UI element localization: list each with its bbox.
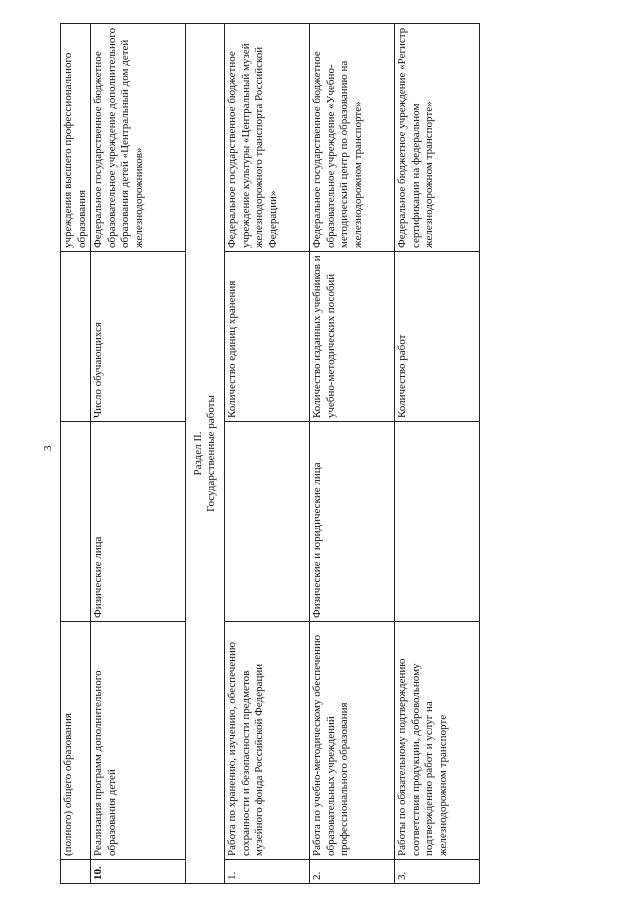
services-table <box>60 23 480 884</box>
cell-name: Работа по хранению, изучению, обеспечению сохранности и безопасности предметов музейного фонда Российской Федерации <box>225 622 310 860</box>
cell-indicator: Количество работ <box>395 252 480 422</box>
cell-consumers: Физические лица <box>91 422 186 622</box>
cell-institution: учреждения высшего профессионального образования <box>61 24 91 252</box>
cell-num: 3. <box>395 860 480 884</box>
page-number: 3 <box>42 445 54 451</box>
cell-indicator <box>61 252 91 422</box>
cell-indicator: Число обучающихся <box>91 252 186 422</box>
cell-name: Реализация программ дополнительного образования детей <box>91 622 186 860</box>
cell-institution: Федеральное государственное бюджетное образовательное учреждение «Учебно-методический центр по образованию на железнодорожном транспорте» <box>310 24 395 252</box>
cell-consumers: Физические и юридические лица <box>310 422 395 622</box>
table-row-work-2 <box>310 24 395 884</box>
cell-name: Работы по обязательному подтверждению соответствия продукции, добровольному подтверждению работ и услуг на железнодорожном транспорте <box>395 622 480 860</box>
table-row-continued <box>61 24 91 884</box>
services-table-sheet <box>60 24 450 884</box>
section-header-cell <box>186 24 225 884</box>
cell-name: (полного) общего образования <box>61 622 91 860</box>
table-row-work-1 <box>225 24 310 884</box>
cell-indicator: Количество единиц хранения <box>225 252 310 422</box>
section-subtitle: Государственные работы <box>205 395 217 512</box>
table-row-work-3 <box>395 24 480 884</box>
cell-name: Работа по учебно-методическому обеспечению образовательных учреждений профессионального образования <box>310 622 395 860</box>
cell-institution: Федеральное бюджетное учреждение «Регистр сертификации на федеральном железнодорожном транспорте» <box>395 24 480 252</box>
cell-consumers <box>225 422 310 622</box>
cell-consumers <box>61 422 91 622</box>
cell-institution: Федеральное государственное бюджетное образовательное учреждение дополнительного образования детей «Центральный дом детей железнодорожников» <box>91 24 186 252</box>
cell-num: 10. <box>91 860 186 884</box>
cell-num: 2. <box>310 860 395 884</box>
table-row-10 <box>91 24 186 884</box>
section-title: Раздел II. <box>191 431 204 476</box>
section-header-row <box>186 24 225 884</box>
cell-indicator: Количество изданных учебников и учебно-методических пособий <box>310 252 395 422</box>
cell-institution: Федеральное государственное бюджетное учреждение культуры «Центральный музей железнодорожного транспорта Российской Федерации» <box>225 24 310 252</box>
cell-num <box>61 860 91 884</box>
cell-consumers <box>395 422 480 622</box>
cell-num: 1. <box>225 860 310 884</box>
